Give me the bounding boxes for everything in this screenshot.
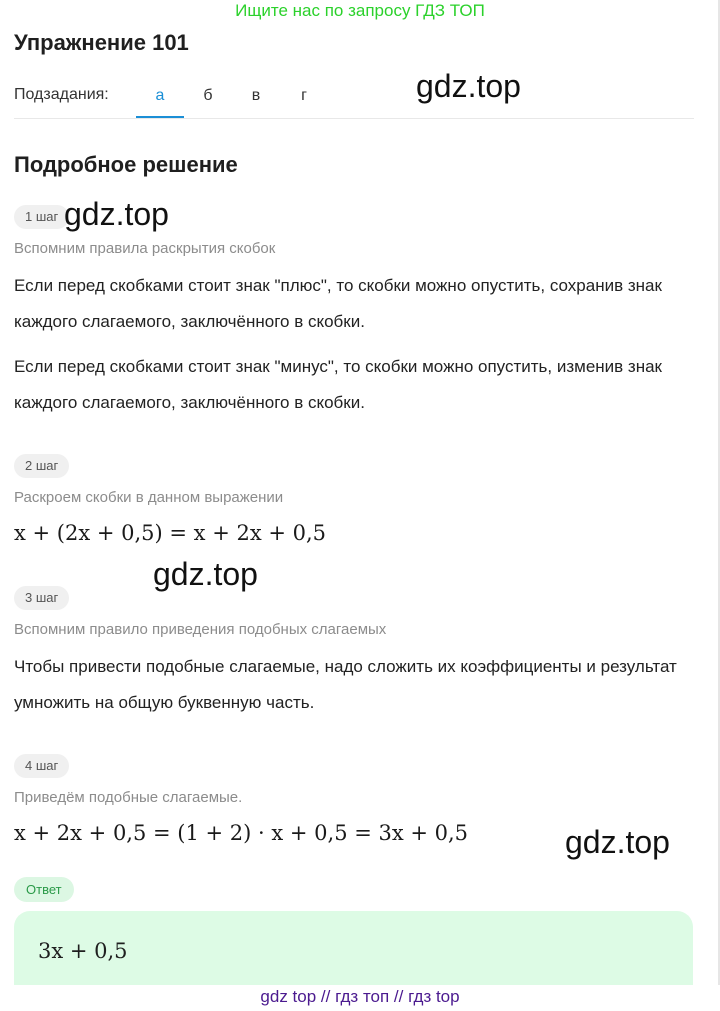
answer-formula: 3x + 0,5 [38, 939, 128, 963]
footer-links[interactable]: gdz top // гдз топ // гдз top [260, 987, 460, 1006]
subtask-tabs [136, 76, 328, 118]
step-4-chip: 4 шаг [14, 754, 69, 778]
watermark: gdz.top [565, 824, 670, 860]
step-2-formula: x + (2x + 0,5) = x + 2x + 0,5 [14, 521, 327, 545]
top-banner: Ищите нас по запросу ГДЗ ТОП [235, 1, 485, 20]
step-2-hint: Раскроем скобки в данном выражении [14, 489, 284, 506]
step-3-paragraph: Чтобы привести подобные слагаемые, надо сложить их коэффициенты и результат умножить на общую буквенную часть. [14, 657, 677, 712]
step-3-chip: 3 шаг [14, 586, 69, 610]
step-2-chip: 2 шаг [14, 454, 69, 478]
answer-chip: Ответ [14, 877, 74, 902]
step-1-chip: 1 шаг [14, 205, 69, 229]
subtask-tab-v[interactable]: в [251, 87, 261, 104]
step-3-hint: Вспомним правило приведения подобных слагаемых [14, 621, 387, 638]
step-4-hint: Приведём подобные слагаемые. [14, 789, 243, 806]
subtask-tab-g[interactable]: г [301, 87, 307, 104]
subtask-tab-a[interactable]: а [136, 76, 184, 118]
answer-box [14, 911, 693, 985]
step-1-paragraph-1: Если перед скобками стоит знак "плюс", то скобки можно опустить, сохранив знак каждого слагаемого, заключённого в скобки. [14, 276, 662, 331]
step-1-paragraph-2: Если перед скобками стоит знак "минус", то скобки можно опустить, изменив знак каждого слагаемого, заключённого в скобки. [14, 357, 662, 412]
subtask-tab-b[interactable]: б [203, 87, 213, 104]
watermark: gdz.top [64, 196, 169, 232]
step-1-hint: Вспомним правила раскрытия скобок [14, 240, 276, 257]
section-title: Подробное решение [14, 152, 238, 177]
subtask-bar [14, 76, 694, 119]
watermark: gdz.top [153, 556, 258, 592]
subtask-label: Подзадания: [14, 86, 109, 103]
step-4-formula: x + 2x + 0,5 = (1 + 2) · x + 0,5 = 3x + 0,5 [14, 821, 469, 845]
page-title: Упражнение 101 [14, 30, 189, 55]
watermark: gdz.top [416, 68, 521, 104]
